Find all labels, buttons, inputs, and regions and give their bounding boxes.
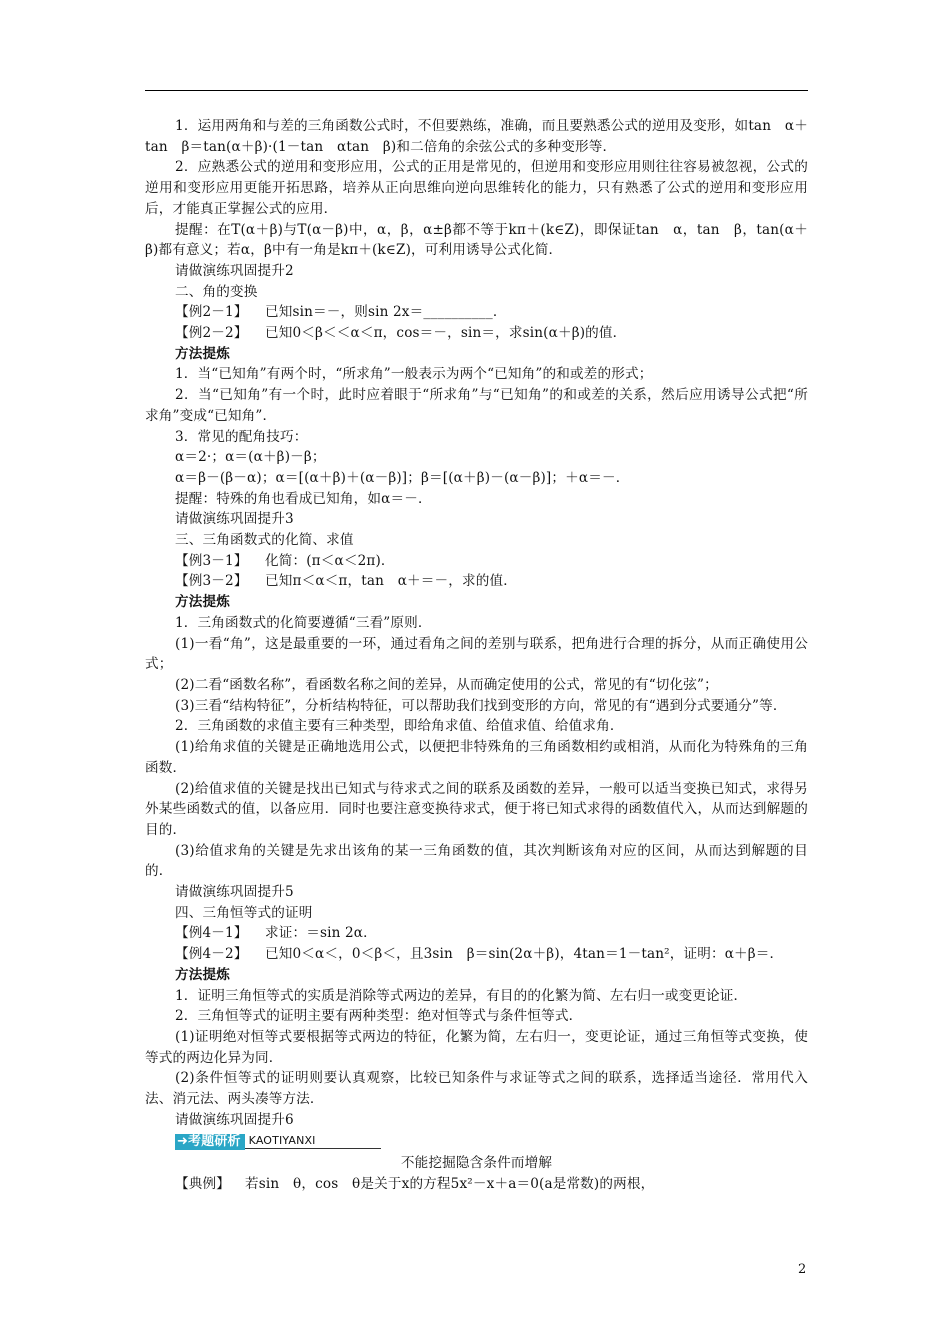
banner-badge [175, 1134, 245, 1150]
example-line [145, 944, 808, 965]
example-label: 【例2－2】 [175, 325, 248, 342]
example-line [145, 571, 808, 592]
paragraph: 1．运用两角和与差的三角函数公式时，不但要熟练，准确，而且要熟悉公式的逆用及变形，如tan α＋tan β＝tan(α＋β)·(1－tan αtan β)和二倍角的余弦公式的多种变形等． [145, 118, 808, 155]
paragraph: (1)给角求值的关键是正确地选用公式，以便把非特殊角的三角函数相约或相消，从而化为特殊角的三角函数． [145, 739, 808, 776]
example-label: 【例3－1】 [175, 552, 248, 569]
paragraph: (3)给值求角的关键是先求出该角的某一三角函数的值，其次判断该角对应的区间，从而达到解题的目的． [145, 842, 808, 880]
header-rule [145, 90, 808, 91]
example-label: 【例4－2】 [175, 946, 248, 963]
example-label: 【例4－1】 [175, 925, 248, 942]
example-text: 化简：(π＜α＜2π)． [265, 552, 395, 569]
example-text: 求证：＝sin 2α． [265, 925, 377, 942]
example-label: 【例2－1】 [175, 304, 248, 321]
example-line [145, 302, 808, 323]
paragraph: 请做演练巩固提升6 [175, 1111, 294, 1128]
paragraph: 请做演练巩固提升2 [175, 262, 294, 279]
paragraph: 1．当“已知角”有两个时，“所求角”一般表示为两个“已知角”的和或差的形式； [175, 366, 653, 383]
paragraph: (2)二看“函数名称”，看函数名称之间的差异，从而确定使用的公式，常见的有“切化弦”； [175, 676, 718, 693]
section-title: 不能挖掘隐含条件而增解 [400, 1155, 553, 1172]
example-line [145, 551, 808, 572]
paragraph: 2．三角函数的求值主要有三种类型，即给角求值、给值求值、给值求角． [175, 718, 624, 735]
example-text: 已知π＜α＜π，tan α＋＝－，求的值． [265, 573, 518, 590]
page-number: 2 [798, 1262, 807, 1277]
method-heading: 方法提炼 [175, 966, 230, 983]
paragraph: 3．常见的配角技巧： [175, 428, 308, 445]
paragraph: (3)三看“结构特征”，分析结构特征，可以帮助我们找到变形的方向，常见的有“遇到分式要通分”等． [175, 697, 787, 714]
paragraph: (1)一看“角”，这是最重要的一环，通过看角之间的差别与联系，把角进行合理的拆分，从而正确使用公式； [145, 635, 808, 673]
example-label: 【典例】 [175, 1176, 230, 1193]
example-text: 若sin θ，cos θ是关于x的方程5x²－x＋a＝0(a是常数)的两根， [245, 1176, 655, 1193]
paragraph: (1)证明绝对恒等式要根据等式两边的特征，化繁为简，左右归一，变更论证，通过三角恒等式变换，使等式的两边化异为同． [145, 1028, 808, 1066]
paragraph: 请做演练巩固提升5 [175, 884, 294, 901]
banner-title: 考题研析 [188, 1133, 241, 1149]
paragraph: 1．三角函数式的化简要遵循“三看”原则． [175, 614, 432, 631]
paragraph: α＝2·；α＝(α＋β)－β； [175, 449, 326, 466]
paragraph: α＝β－(β－α)；α＝[(α＋β)＋(α－β)]；β＝[(α＋β)－(α－β)]；＋α＝－． [175, 469, 630, 486]
example-label: 【例3－2】 [175, 573, 248, 590]
final-example-line [145, 1174, 808, 1195]
example-text: 已知0＜β＜＜α＜π，cos＝－，sin＝，求sin(α＋β)的值． [265, 325, 627, 342]
method-heading: 方法提炼 [175, 594, 230, 611]
paragraph: (2)条件恒等式的证明则要认真观察，比较已知条件与求证等式之间的联系，选择适当途径．常用代入法、消元法、两头凑等方法． [145, 1070, 808, 1108]
paragraph: 四、三角恒等式的证明 [175, 904, 313, 921]
document-body [145, 116, 808, 1195]
arrow-icon: ➜ [177, 1133, 189, 1149]
example-line [145, 923, 808, 944]
paragraph: (2)给值求值的关键是找出已知式与待求式之间的联系及函数的差异，一般可以适当变换已知式，求得另外某些函数式的值，以备应用．同时也要注意变换待求式，便于将已知式求得的函数值代入，从而达到解题的目的． [145, 780, 808, 838]
paragraph: 二、角的变换 [175, 283, 258, 300]
example-line [145, 323, 808, 344]
paragraph: 提醒：在T(α＋β)与T(α－β)中，α，β，α±β都不等于kπ＋(k∈Z)，即保证tan α，tan β，tan(α＋β)都有意义；若α，β中有一角是kπ＋(k∈Z)，可利用诱导公式化简． [145, 221, 808, 259]
paragraph: 提醒：特殊的角也看成已知角，如α＝－． [175, 490, 432, 507]
paragraph: 三、三角函数式的化简、求值 [175, 532, 354, 549]
section-banner [145, 1131, 808, 1153]
paragraph: 1．证明三角恒等式的实质是消除等式两边的差异，有目的的化繁为简、左右归一或变更论证． [175, 987, 748, 1004]
paragraph: 2．应熟悉公式的逆用和变形应用，公式的正用是常见的，但逆用和变形应用则往往容易被忽视，公式的逆用和变形应用更能开拓思路，培养从正向思维向逆向思维转化的能力，只有熟悉了公式的逆用和变形应用后，才能真正掌握公式的应用． [145, 159, 808, 217]
example-text: 已知0＜α＜，0＜β＜，且3sin β＝sin(2α＋β)，4tan＝1－tan²，证明：α＋β＝． [265, 946, 784, 963]
method-heading: 方法提炼 [175, 345, 230, 362]
banner-subtitle: KAOTIYANXI [245, 1134, 381, 1149]
paragraph: 2．当“已知角”有一个时，此时应着眼于“所求角”与“已知角”的和或差的关系，然后应用诱导公式把“所求角”变成“已知角”． [145, 387, 808, 424]
example-text: 已知sin＝－，则sin 2x＝__________． [265, 304, 507, 321]
paragraph: 2．三角恒等式的证明主要有两种类型：绝对恒等式与条件恒等式． [175, 1008, 583, 1025]
paragraph: 请做演练巩固提升3 [175, 511, 294, 528]
